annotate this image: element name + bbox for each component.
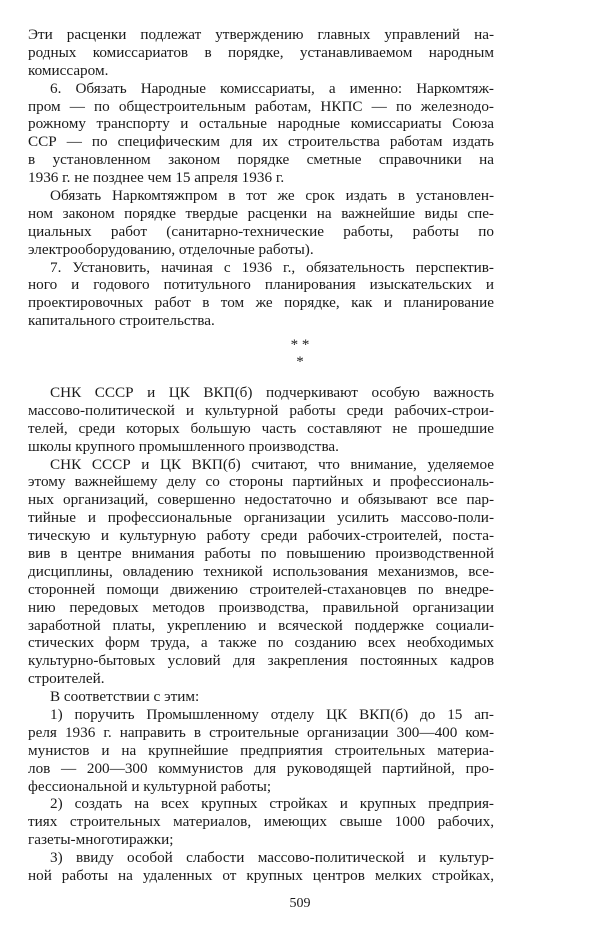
text-line: тическую и культурную работу среди рабочих-строителей, поста- bbox=[28, 527, 494, 545]
text-line: родных комиссариатов в порядке, устанавливаемом народным bbox=[28, 43, 494, 61]
page-number: 509 bbox=[289, 896, 311, 911]
text-line: СНК СССР и ЦК ВКП(б) подчеркивают особую важность bbox=[50, 384, 494, 401]
separator-stars-top: * * bbox=[290, 337, 310, 353]
text-line: заработной платы, укреплению и всяческой поддержке социали- bbox=[28, 616, 494, 634]
text-line: культурно-бытовых условий для закрепления постоянных кадров bbox=[28, 652, 494, 670]
text-line: тиях строительных материалов, имеющих свыше 1000 рабочих, bbox=[28, 813, 494, 831]
text-line: Обязать Наркомтяжпром в тот же срок издать в установлен- bbox=[50, 187, 494, 205]
text-line: рожному транспорту и остальные народные комиссариаты Союза bbox=[28, 115, 494, 133]
text-line: циальных работ (санитарно-технические работы, работы по bbox=[28, 222, 494, 240]
text-block-resolutions bbox=[28, 26, 494, 330]
text-line: дисциплины, овладению техникой использования механизмов, все- bbox=[28, 562, 494, 580]
text-line: стических форм труда, а также по созданию всех необходимых bbox=[28, 634, 494, 652]
text-line: 1936 г. не позднее чем 15 апреля 1936 г. bbox=[28, 169, 285, 187]
text-line: 2) создать на всех крупных стройках и крупных предприя- bbox=[50, 795, 494, 813]
text-line: комиссаром. bbox=[28, 61, 109, 79]
text-line: электрооборудованию, отделочные работы). bbox=[28, 240, 314, 258]
text-line: в установленном законом порядке сметные справочники на bbox=[28, 151, 494, 169]
text-line: 7. Установить, начиная с 1936 г., обязательность перспектив- bbox=[50, 258, 494, 276]
text-line: фессиональной и культурной работы; bbox=[28, 777, 272, 795]
text-line: школы крупного промышленного производства. bbox=[28, 437, 339, 455]
text-line: ного и годового потитульного планирования изыскательских и bbox=[28, 276, 494, 294]
text-line: газеты-многотиражки; bbox=[28, 831, 174, 849]
text-line: СНК СССР и ЦК ВКП(б) считают, что внимание, уделяемое bbox=[50, 455, 494, 473]
text-line: 1) поручить Промышленному отделу ЦК ВКП(б) до 15 ап- bbox=[50, 706, 494, 724]
text-line: строителей. bbox=[28, 670, 105, 688]
text-line: 3) ввиду особой слабости массово-политической и культур- bbox=[50, 849, 494, 867]
text-line: Эти расценки подлежат утверждению главных управлений на- bbox=[28, 26, 494, 43]
text-line: этому важнейшему делу со стороны партийных и профессиональ- bbox=[28, 473, 494, 491]
text-line: вив в центре внимания работы по повышению производственной bbox=[28, 545, 494, 563]
text-line: массово-политической и культурной работы среди рабочих-строи- bbox=[28, 401, 494, 419]
text-line: тийные и профессиональные организации усилить массово-поли- bbox=[28, 509, 494, 527]
text-line: ССР — по специфическим для их строительства работам издать bbox=[28, 133, 494, 151]
text-line: ной работы на удаленных от крупных центров мелких стройках, bbox=[28, 867, 494, 885]
text-line: телей, среди которых большую часть составляют не прошедшие bbox=[28, 419, 494, 437]
text-line: проектировочных работ в том же порядке, как и планирование bbox=[28, 294, 494, 312]
text-block-political-work bbox=[28, 384, 494, 885]
text-line: пром — по общестроительным работам, НКПС — по железнодо- bbox=[28, 97, 494, 115]
text-line: сторонней помощи движению строителей-стахановцев по внедре- bbox=[28, 580, 494, 598]
text-line: мунистов и на крупнейшие предприятия строительных материа- bbox=[28, 741, 494, 759]
text-line: В соответствии с этим: bbox=[50, 688, 200, 706]
text-line: капитального строительства. bbox=[28, 312, 215, 330]
text-line: нию передовых методов производства, правильной организации bbox=[28, 598, 494, 616]
text-line: 6. Обязать Народные комиссариаты, а именно: Наркомтяж- bbox=[50, 79, 494, 97]
text-line: лов — 200—300 коммунистов для руководящей партийной, про- bbox=[28, 759, 494, 777]
text-line: ных организаций, совершенно недостаточно и обязывают все пар- bbox=[28, 491, 494, 509]
text-line: ном законом порядке твердые расценки на важнейшие виды спе- bbox=[28, 204, 494, 222]
text-line: реля 1936 г. направить в строительные организации 300—400 ком- bbox=[28, 723, 494, 741]
separator-stars-bottom: * bbox=[296, 354, 304, 370]
